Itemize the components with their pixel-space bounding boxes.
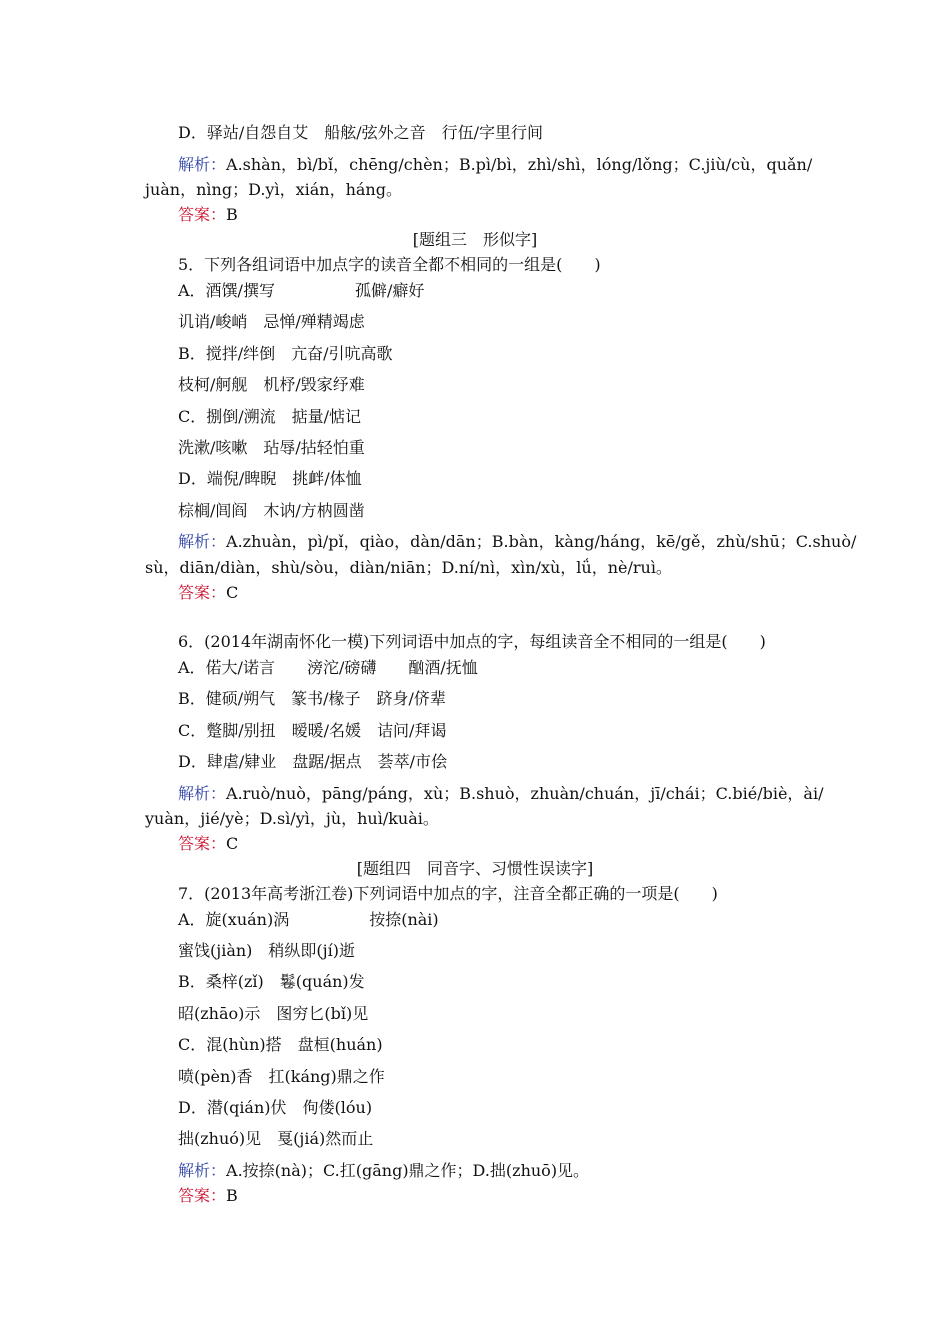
q5-line-2: 讥诮/峻峭 忌惮/殚精竭虑 xyxy=(178,312,365,331)
analysis-text: A.shàn，bì/bǐ，chēng/chèn；B.pì/bì，zhì/shì，lóng/lǒng；C.jiù/cù，quǎn/ xyxy=(226,155,813,174)
q7-stem: 7．(2013年高考浙江卷)下列词语中加点的字，注音全都正确的一项是( ) xyxy=(178,884,718,903)
analysis-label: 解析： xyxy=(178,1161,227,1180)
answer-value: C xyxy=(226,583,239,602)
q7-line-7: D．潜(qián)伏 佝偻(lóu) xyxy=(178,1098,373,1117)
q5-analysis-line1 xyxy=(178,531,856,553)
analysis-text: A.zhuàn，pì/pǐ，qiào，dàn/dān；B.bàn，kàng/háng，kē/gě，zhù/shū；C.shuò/ xyxy=(226,532,857,551)
q5-answer xyxy=(178,582,238,604)
q5-line-8: 棕榈/闾阎 木讷/方枘圆凿 xyxy=(178,501,365,520)
answer-value: C xyxy=(226,834,239,853)
q7-line-2: 蜜饯(jiàn) 稍纵即(jí)逝 xyxy=(178,941,355,960)
q4-analysis-line2: juàn，nìng；D.yì，xián，háng。 xyxy=(145,180,402,199)
answer-value: B xyxy=(226,205,238,224)
q5-line-7: D．端倪/睥睨 挑衅/体恤 xyxy=(178,469,362,488)
q6-line-3: C．蹩脚/别扭 暧暖/名媛 诘问/拜谒 xyxy=(178,721,447,740)
answer-value: B xyxy=(226,1186,238,1205)
analysis-text: A.按捺(nà)；C.扛(gāng)鼎之作；D.拙(zhuō)见。 xyxy=(226,1161,590,1180)
q6-line-4: D．肆虐/肄业 盘踞/据点 荟萃/市侩 xyxy=(178,752,448,771)
analysis-label: 解析： xyxy=(178,532,227,551)
answer-label: 答案： xyxy=(178,1186,227,1205)
q5-line-1: A．酒馔/撰写 孤僻/癖好 xyxy=(178,281,425,300)
q6-line-1: A．偌大/诺言 滂沱/磅礴 酗酒/抚恤 xyxy=(178,658,478,677)
group3-title: [题组三 形似字] xyxy=(412,230,538,249)
analysis-label: 解析： xyxy=(178,784,227,803)
q6-line-2: B．健硕/朔气 篆书/椽子 跻身/侪辈 xyxy=(178,689,446,708)
q5-line-6: 洗漱/咳嗽 玷辱/拈轻怕重 xyxy=(178,438,365,457)
q7-line-5: C．混(hùn)搭 盘桓(huán) xyxy=(178,1035,383,1054)
group4-title: [题组四 同音字、习惯性误读字] xyxy=(356,859,594,878)
answer-label: 答案： xyxy=(178,205,227,224)
q5-line-3: B．搅拌/绊倒 亢奋/引吭高歌 xyxy=(178,344,393,363)
q7-line-1: A．旋(xuán)涡 按捺(nài) xyxy=(178,910,439,929)
q7-analysis-line1 xyxy=(178,1160,589,1182)
q7-line-4: 昭(zhāo)示 图穷匕(bǐ)见 xyxy=(178,1004,369,1023)
q7-line-8: 拙(zhuó)见 戛(jiá)然而止 xyxy=(178,1129,374,1148)
q4-option-d: D．驿站/自怨自艾 船舷/弦外之音 行伍/字里行间 xyxy=(178,123,544,142)
q6-analysis-line1 xyxy=(178,783,823,805)
answer-label: 答案： xyxy=(178,834,227,853)
q7-line-6: 喷(pèn)香 扛(káng)鼎之作 xyxy=(178,1067,385,1086)
q7-line-3: B．桑梓(zǐ) 鬈(quán)发 xyxy=(178,972,365,991)
q5-stem: 5．下列各组词语中加点字的读音全都不相同的一组是( ) xyxy=(178,255,601,274)
q5-analysis-line2: sù，diān/diàn，shù/sòu，diàn/niān；D.ní/nì，xìn/xù，lǘ，nè/ruì。 xyxy=(145,558,672,577)
q5-line-4: 枝柯/舸舰 机杼/毁家纾难 xyxy=(178,375,365,394)
q4-analysis-line1 xyxy=(178,154,812,176)
analysis-text: A.ruò/nuò，pāng/páng，xù；B.shuò，zhuàn/chuán，jī/chái；C.bié/biè，ài/ xyxy=(226,784,824,803)
q4-answer xyxy=(178,204,238,226)
answer-label: 答案： xyxy=(178,583,227,602)
q6-stem: 6．(2014年湖南怀化一模)下列词语中加点的字，每组读音全不相同的一组是( ) xyxy=(178,632,766,651)
q6-answer xyxy=(178,833,238,855)
q5-line-5: C．捌倒/溯流 掂量/惦记 xyxy=(178,407,362,426)
analysis-label: 解析： xyxy=(178,155,227,174)
q6-analysis-line2: yuàn，jié/yè；D.sì/yì，jù，huì/kuài。 xyxy=(145,809,439,828)
q7-answer xyxy=(178,1185,238,1207)
